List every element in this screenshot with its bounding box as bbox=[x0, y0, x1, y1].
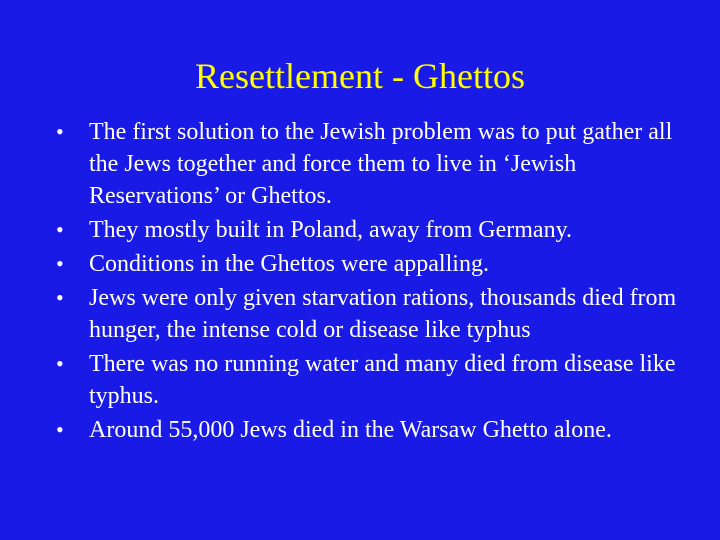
slide-title: Resettlement - Ghettos bbox=[195, 56, 525, 96]
bullet-text: Around 55,000 Jews died in the Warsaw Ghetto alone. bbox=[89, 417, 612, 443]
bullet-marker: • bbox=[56, 119, 64, 144]
bullet-item bbox=[56, 282, 696, 346]
bullet-marker: • bbox=[56, 217, 64, 242]
bullet-marker: • bbox=[56, 285, 64, 310]
bullet-text: They mostly built in Poland, away from Germany. bbox=[89, 217, 573, 243]
bullet-text: Jews were only given starvation rations, thousands died from hunger, the intense cold or disease like typhus bbox=[89, 285, 677, 343]
bullet-marker: • bbox=[56, 251, 64, 276]
bullet-marker: • bbox=[56, 417, 64, 442]
bullet-marker: • bbox=[56, 351, 64, 376]
bullet-item bbox=[56, 248, 696, 280]
bullet-list bbox=[56, 116, 696, 448]
bullet-item bbox=[56, 116, 696, 212]
bullet-item bbox=[56, 348, 696, 412]
bullet-item bbox=[56, 414, 696, 446]
bullet-text: The first solution to the Jewish problem was to put gather all the Jews together and force them to live in ‘Jewish Reservations’ or Ghettos. bbox=[89, 119, 673, 209]
bullet-item bbox=[56, 214, 696, 246]
bullet-text: Conditions in the Ghettos were appalling. bbox=[89, 251, 489, 277]
bullet-text: There was no running water and many died from disease like typhus. bbox=[89, 351, 676, 409]
